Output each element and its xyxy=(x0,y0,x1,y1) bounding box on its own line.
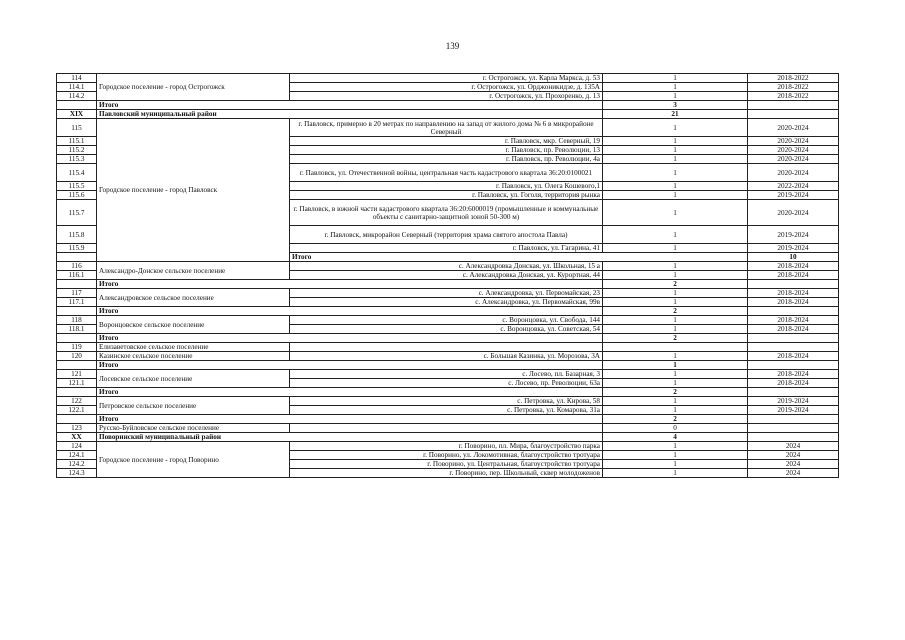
address: г. Павловск, ул. Гоголя, территория рынка xyxy=(290,191,603,200)
address: с. Петровка, ул. Комарова, 31а xyxy=(290,406,603,415)
row-number: 116.1 xyxy=(57,271,97,280)
object-count: 1 xyxy=(603,244,748,253)
years: 2020-2024 xyxy=(748,146,839,155)
object-count: 1 xyxy=(603,451,748,460)
total-label: Итого xyxy=(97,280,603,289)
row-number: 115.1 xyxy=(57,137,97,146)
object-count: 1 xyxy=(603,226,748,244)
object-count xyxy=(603,343,748,352)
section-row xyxy=(57,110,839,119)
total-label: Итого xyxy=(290,253,748,262)
row-number xyxy=(57,361,97,370)
object-count: 1 xyxy=(603,442,748,451)
object-count: 1 xyxy=(603,469,748,478)
total-count: 1 xyxy=(603,361,748,370)
address: г. Поворино, ул. Центральная, благоустройство тротуара xyxy=(290,460,603,469)
years: 2019-2024 xyxy=(748,397,839,406)
object-count: 1 xyxy=(603,298,748,307)
data-table xyxy=(56,73,839,478)
row-number: 121.1 xyxy=(57,379,97,388)
table-row xyxy=(57,370,839,379)
total-label: Итого xyxy=(97,415,603,424)
settlement-name: Русско-Буйловское сельское поселение xyxy=(97,424,290,433)
row-number: 114.1 xyxy=(57,83,97,92)
address: г. Павловск, ул. Олега Кошевого,1 xyxy=(290,182,603,191)
address: с. Александровка, ул. Первомайская, 99в xyxy=(290,298,603,307)
total-count: 2 xyxy=(603,388,748,397)
row-number: 115.4 xyxy=(57,164,97,182)
years: 2022-2024 xyxy=(748,182,839,191)
address: г. Острогожск, ул. Прохоренко, д. 13 xyxy=(290,92,603,101)
row-number: 119 xyxy=(57,343,97,352)
years: 2024 xyxy=(748,451,839,460)
total-row xyxy=(57,101,839,110)
table-row xyxy=(57,74,839,83)
address: с. Лосево, пл. Базарная, 3 xyxy=(290,370,603,379)
row-number xyxy=(57,280,97,289)
address: г. Поворино, ул. Локомотивная, благоустройство тротуара xyxy=(290,451,603,460)
object-count: 1 xyxy=(603,119,748,137)
years: 2020-2024 xyxy=(748,137,839,146)
object-count: 1 xyxy=(603,379,748,388)
object-count: 1 xyxy=(603,325,748,334)
total-count: 2 xyxy=(603,415,748,424)
settlement-name: Лосевское сельское поселение xyxy=(97,370,290,388)
row-number: 117 xyxy=(57,289,97,298)
settlement-name: Городское поселение - город Павловск xyxy=(97,119,290,262)
settlement-name: Городское поселение - город Поворино xyxy=(97,442,290,478)
years: 2020-2024 xyxy=(748,200,839,226)
address: г. Острогожск, ул. Орджоникидзе, д. 135А xyxy=(290,83,603,92)
table-row xyxy=(57,343,839,352)
years xyxy=(748,280,839,289)
address: с. Александровка, ул. Первомайская, 23 xyxy=(290,289,603,298)
row-number: 124.2 xyxy=(57,460,97,469)
table-row xyxy=(57,442,839,451)
object-count: 1 xyxy=(603,406,748,415)
object-count: 1 xyxy=(603,146,748,155)
district-name: Павловский муниципальный район xyxy=(97,110,603,119)
years: 2018-2024 xyxy=(748,298,839,307)
years: 2018-2024 xyxy=(748,379,839,388)
total-row xyxy=(57,307,839,316)
total-label: Итого xyxy=(97,388,603,397)
total-count: 2 xyxy=(603,307,748,316)
settlement-name: Александровское сельское поселение xyxy=(97,289,290,307)
address xyxy=(290,343,603,352)
row-number: 115.5 xyxy=(57,182,97,191)
row-number: 118.1 xyxy=(57,325,97,334)
address: с. Воронцовка, ул. Свобода, 144 xyxy=(290,316,603,325)
page-number: 139 xyxy=(445,41,460,51)
row-number: 124 xyxy=(57,442,97,451)
years xyxy=(748,343,839,352)
table-row xyxy=(57,262,839,271)
row-number: 115.8 xyxy=(57,226,97,244)
years: 2018-2024 xyxy=(748,325,839,334)
years xyxy=(748,334,839,343)
years: 2018-2024 xyxy=(748,352,839,361)
years: 2018-2024 xyxy=(748,316,839,325)
total-row xyxy=(57,280,839,289)
years xyxy=(748,110,839,119)
address: г. Павловск, ул. Отечественной войны, центральная часть кадастрового квартала 36:20:0100021 xyxy=(290,164,603,182)
address: с. Лосево, пр. Революции, 63а xyxy=(290,379,603,388)
section-number: XX xyxy=(57,433,97,442)
row-number: 115.9 xyxy=(57,244,97,253)
row-number: 118 xyxy=(57,316,97,325)
years: 2019-2024 xyxy=(748,244,839,253)
row-number: 115.2 xyxy=(57,146,97,155)
object-count: 1 xyxy=(603,92,748,101)
object-count: 1 xyxy=(603,289,748,298)
row-number: 115 xyxy=(57,119,97,137)
total-label: Итого xyxy=(97,334,603,343)
row-number: 124.1 xyxy=(57,451,97,460)
address: с. Воронцовка, ул. Советская, 54 xyxy=(290,325,603,334)
row-number: 115.6 xyxy=(57,191,97,200)
total-row xyxy=(57,334,839,343)
table-row xyxy=(57,119,839,137)
years: 2018-2024 xyxy=(748,271,839,280)
address: г. Павловск, пр. Революции, 13 xyxy=(290,146,603,155)
total-label: Итого xyxy=(97,307,603,316)
address: г. Павловск, ул. Гагарина, 41 xyxy=(290,244,603,253)
object-count: 1 xyxy=(603,460,748,469)
years xyxy=(748,415,839,424)
object-count: 1 xyxy=(603,164,748,182)
row-number xyxy=(57,101,97,110)
years: 2019-2024 xyxy=(748,406,839,415)
total-row xyxy=(57,415,839,424)
years: 2019-2024 xyxy=(748,226,839,244)
settlement-name: Воронцовское сельское поселение xyxy=(97,316,290,334)
table-row xyxy=(57,316,839,325)
address: г. Павловск, микрорайон Северный (территория храма святого апостола Павла) xyxy=(290,226,603,244)
object-count: 1 xyxy=(603,83,748,92)
years: 2024 xyxy=(748,460,839,469)
years: 2018-2022 xyxy=(748,74,839,83)
years: 2018-2024 xyxy=(748,262,839,271)
years: 2020-2024 xyxy=(748,164,839,182)
object-count: 1 xyxy=(603,74,748,83)
settlement-name: Петровское сельское поселение xyxy=(97,397,290,415)
table-row xyxy=(57,352,839,361)
years: 2018-2022 xyxy=(748,92,839,101)
address: с. Большая Казинка, ул. Морозова, 3А xyxy=(290,352,603,361)
table-row xyxy=(57,289,839,298)
address: г. Павловск, пр. Революции, 4а xyxy=(290,155,603,164)
row-number: 115.7 xyxy=(57,200,97,226)
address: с. Александровка Донская, ул. Курортная, 44 xyxy=(290,271,603,280)
object-count: 1 xyxy=(603,397,748,406)
object-count: 1 xyxy=(603,200,748,226)
row-number: 121 xyxy=(57,370,97,379)
object-count: 1 xyxy=(603,182,748,191)
address: г. Острогожск, ул. Карла Маркса, д. 53 xyxy=(290,74,603,83)
years: 2018-2024 xyxy=(748,370,839,379)
district-count: 4 xyxy=(603,433,748,442)
row-number: 120 xyxy=(57,352,97,361)
total-row xyxy=(57,388,839,397)
address: г. Павловск, мкр. Северный, 19 xyxy=(290,137,603,146)
total-count: 10 xyxy=(748,253,839,262)
years: 2018-2024 xyxy=(748,289,839,298)
district-count: 21 xyxy=(603,110,748,119)
address xyxy=(290,424,603,433)
total-count: 2 xyxy=(603,280,748,289)
total-count: 2 xyxy=(603,334,748,343)
row-number xyxy=(57,415,97,424)
row-number: 117.1 xyxy=(57,298,97,307)
row-number: 122 xyxy=(57,397,97,406)
address: г. Поворино, пер. Школьный, сквер молодоженов xyxy=(290,469,603,478)
years: 2024 xyxy=(748,469,839,478)
object-count: 1 xyxy=(603,370,748,379)
object-count: 0 xyxy=(603,424,748,433)
settlement-name: Елизаветовское сельское поселение xyxy=(97,343,290,352)
years: 2019-2024 xyxy=(748,191,839,200)
row-number: 114 xyxy=(57,74,97,83)
address: г. Павловск, примерно в 20 метрах по направлению на запад от жилого дома № 6 в микрорайоне Северный xyxy=(290,119,603,137)
object-count: 1 xyxy=(603,352,748,361)
object-count: 1 xyxy=(603,262,748,271)
row-number xyxy=(57,307,97,316)
object-count: 1 xyxy=(603,316,748,325)
address: с. Петровка, ул. Кирова, 58 xyxy=(290,397,603,406)
years xyxy=(748,433,839,442)
object-count: 1 xyxy=(603,271,748,280)
address: с. Александровка Донская, ул. Школьная, 15 а xyxy=(290,262,603,271)
row-number: 114.2 xyxy=(57,92,97,101)
row-number xyxy=(57,334,97,343)
object-count: 1 xyxy=(603,155,748,164)
object-count: 1 xyxy=(603,191,748,200)
settlement-name: Городское поселение - город Острогожск xyxy=(97,74,290,101)
table-row xyxy=(57,397,839,406)
row-number: 124.3 xyxy=(57,469,97,478)
row-number: 123 xyxy=(57,424,97,433)
settlement-name: Александро-Донское сельское поселение xyxy=(97,262,290,280)
years: 2020-2024 xyxy=(748,155,839,164)
years xyxy=(748,101,839,110)
table-row xyxy=(57,424,839,433)
years xyxy=(748,361,839,370)
row-number: 115.3 xyxy=(57,155,97,164)
row-number: 122.1 xyxy=(57,406,97,415)
settlement-name: Казинское сельское поселение xyxy=(97,352,290,361)
address: г. Павловск, в южной части кадастрового квартала 36:20:6000019 (промышленные и коммунальные объекты с санитарно-защитной зоной 50-300 м) xyxy=(290,200,603,226)
years: 2018-2022 xyxy=(748,83,839,92)
object-count: 1 xyxy=(603,137,748,146)
years xyxy=(748,424,839,433)
years: 2024 xyxy=(748,442,839,451)
total-row xyxy=(57,361,839,370)
total-label: Итого xyxy=(97,101,603,110)
row-number xyxy=(57,388,97,397)
row-number: 116 xyxy=(57,262,97,271)
years xyxy=(748,307,839,316)
total-label: Итого xyxy=(97,361,603,370)
row-number xyxy=(57,253,97,262)
section-number: XIX xyxy=(57,110,97,119)
district-name: Поворинский муниципальный район xyxy=(97,433,603,442)
address: г. Поворино, пл. Мира, благоустройство парка xyxy=(290,442,603,451)
section-row xyxy=(57,433,839,442)
years: 2020-2024 xyxy=(748,119,839,137)
years xyxy=(748,388,839,397)
total-count: 3 xyxy=(603,101,748,110)
